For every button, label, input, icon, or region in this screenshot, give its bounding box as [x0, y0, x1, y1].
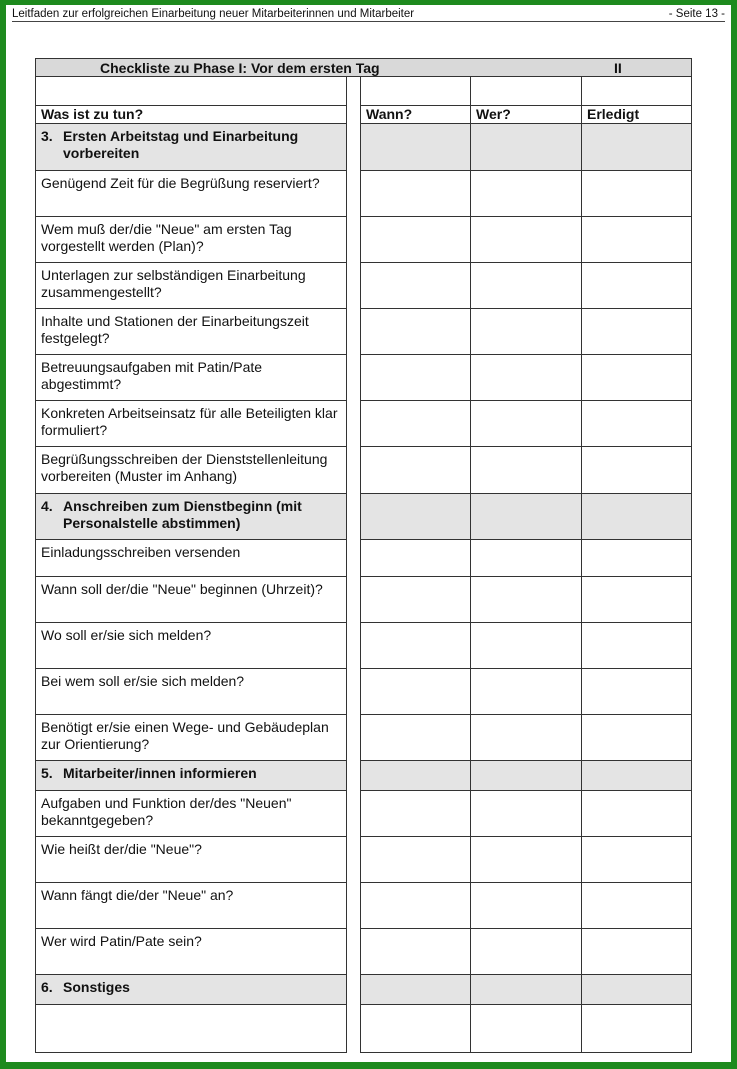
document-title: Leitfaden zur erfolgreichen Einarbeitung neuer Mitarbeiterinnen und Mitarbeiter	[12, 8, 415, 20]
who-cell	[471, 883, 582, 929]
done-cell	[582, 577, 692, 623]
column-header-task: Was ist zu tun?	[35, 106, 347, 124]
running-header	[12, 7, 725, 22]
task-cell	[35, 1005, 347, 1053]
checklist-item-row	[35, 577, 692, 623]
task-cell: Bei wem soll er/sie sich melden?	[35, 669, 347, 715]
who-cell	[471, 715, 582, 761]
done-cell	[582, 263, 692, 309]
task-cell: Unterlagen zur selbständigen Einarbeitung zusammengestellt?	[35, 263, 347, 309]
done-cell	[582, 791, 692, 837]
task-cell: Wo soll er/sie sich melden?	[35, 623, 347, 669]
when-cell	[360, 217, 471, 263]
checklist-title: Checkliste zu Phase I: Vor dem ersten Tag	[100, 60, 380, 76]
task-cell: Begrüßungsschreiben der Dienststellenleitung vorbereiten (Muster im Anhang)	[35, 447, 347, 494]
who-cell	[471, 577, 582, 623]
when-cell	[360, 669, 471, 715]
task-cell: Wann soll der/die "Neue" beginnen (Uhrzeit)?	[35, 577, 347, 623]
blank-cell	[35, 77, 347, 106]
done-cell	[582, 355, 692, 401]
done-cell	[582, 124, 692, 171]
done-cell	[582, 623, 692, 669]
when-cell	[360, 494, 471, 540]
who-cell	[471, 975, 582, 1005]
checklist-item-row	[35, 1005, 692, 1053]
section-number: 5.	[41, 765, 53, 781]
when-cell	[360, 577, 471, 623]
section-number: 6.	[41, 979, 53, 995]
section-number: 4.	[41, 498, 53, 514]
document-page	[6, 5, 731, 1062]
checklist-item-row	[35, 171, 692, 217]
when-cell	[360, 1005, 471, 1053]
when-cell	[360, 447, 471, 494]
done-cell	[582, 447, 692, 494]
section-heading	[35, 761, 347, 791]
done-cell	[582, 761, 692, 791]
task-cell: Wem muß der/die "Neue" am ersten Tag vorgestellt werden (Plan)?	[35, 217, 347, 263]
who-cell	[471, 791, 582, 837]
checklist-item-row	[35, 623, 692, 669]
section-row	[35, 975, 692, 1005]
when-cell	[360, 837, 471, 883]
checklist-item-row	[35, 401, 692, 447]
who-cell	[471, 309, 582, 355]
done-cell	[582, 837, 692, 883]
who-cell	[471, 540, 582, 577]
checklist-item-row	[35, 669, 692, 715]
section-heading	[35, 124, 347, 171]
task-cell: Inhalte und Stationen der Einarbeitungszeit festgelegt?	[35, 309, 347, 355]
who-cell	[471, 355, 582, 401]
done-cell	[582, 715, 692, 761]
column-header-done: Erledigt	[582, 106, 692, 124]
who-cell	[471, 217, 582, 263]
task-cell: Konkreten Arbeitseinsatz für alle Beteiligten klar formuliert?	[35, 401, 347, 447]
who-cell	[471, 837, 582, 883]
checklist-item-row	[35, 355, 692, 401]
blank-row	[35, 77, 692, 106]
done-cell	[582, 309, 692, 355]
when-cell	[360, 715, 471, 761]
done-cell	[582, 929, 692, 975]
checklist-item-row	[35, 791, 692, 837]
section-heading	[35, 975, 347, 1005]
when-cell	[360, 540, 471, 577]
section-title: Mitarbeiter/innen informieren	[63, 765, 257, 781]
when-cell	[360, 761, 471, 791]
who-cell	[471, 171, 582, 217]
task-cell: Wie heißt der/die "Neue"?	[35, 837, 347, 883]
done-cell	[582, 494, 692, 540]
who-cell	[471, 669, 582, 715]
task-cell: Benötigt er/sie einen Wege- und Gebäudeplan zur Orientierung?	[35, 715, 347, 761]
when-cell	[360, 623, 471, 669]
section-row	[35, 494, 692, 540]
column-header-when: Wann?	[360, 106, 471, 124]
column-header-who: Wer?	[471, 106, 582, 124]
when-cell	[360, 263, 471, 309]
checklist-item-row	[35, 447, 692, 494]
section-heading	[35, 494, 347, 540]
phase-marker: II	[614, 60, 622, 76]
task-cell: Betreuungsaufgaben mit Patin/Pate abgestimmt?	[35, 355, 347, 401]
task-cell: Genügend Zeit für die Begrüßung reserviert?	[35, 171, 347, 217]
done-cell	[582, 883, 692, 929]
checklist-item-row	[35, 217, 692, 263]
blank-cell	[360, 77, 471, 106]
section-title: Sonstiges	[63, 979, 130, 995]
done-cell	[582, 171, 692, 217]
when-cell	[360, 171, 471, 217]
column-header-row	[35, 106, 692, 124]
when-cell	[360, 929, 471, 975]
section-title: Anschreiben zum Dienstbeginn (mit Personalstelle abstimmen)	[63, 498, 302, 531]
checklist-title-bar	[35, 58, 692, 77]
who-cell	[471, 401, 582, 447]
who-cell	[471, 761, 582, 791]
who-cell	[471, 1005, 582, 1053]
when-cell	[360, 309, 471, 355]
task-cell: Wer wird Patin/Pate sein?	[35, 929, 347, 975]
checklist-item-row	[35, 929, 692, 975]
section-title: Ersten Arbeitstag und Einarbeitung vorbereiten	[63, 128, 299, 161]
section-row	[35, 761, 692, 791]
who-cell	[471, 623, 582, 669]
task-cell: Einladungsschreiben versenden	[35, 540, 347, 577]
who-cell	[471, 494, 582, 540]
checklist-table	[35, 58, 692, 1053]
when-cell	[360, 401, 471, 447]
who-cell	[471, 447, 582, 494]
checklist-item-row	[35, 540, 692, 577]
checklist-item-row	[35, 263, 692, 309]
section-row	[35, 124, 692, 171]
checklist-item-row	[35, 883, 692, 929]
checklist-item-row	[35, 309, 692, 355]
blank-cell	[471, 77, 582, 106]
done-cell	[582, 669, 692, 715]
when-cell	[360, 355, 471, 401]
done-cell	[582, 217, 692, 263]
when-cell	[360, 883, 471, 929]
done-cell	[582, 540, 692, 577]
when-cell	[360, 124, 471, 171]
who-cell	[471, 929, 582, 975]
blank-cell	[582, 77, 692, 106]
task-cell: Aufgaben und Funktion der/des "Neuen" bekanntgegeben?	[35, 791, 347, 837]
checklist-item-row	[35, 715, 692, 761]
checklist-item-row	[35, 837, 692, 883]
when-cell	[360, 791, 471, 837]
who-cell	[471, 124, 582, 171]
page-number: - Seite 13 -	[668, 8, 725, 20]
when-cell	[360, 975, 471, 1005]
section-number: 3.	[41, 128, 53, 144]
done-cell	[582, 1005, 692, 1053]
checklist-grid	[35, 77, 692, 1053]
who-cell	[471, 263, 582, 309]
task-cell: Wann fängt die/der "Neue" an?	[35, 883, 347, 929]
done-cell	[582, 401, 692, 447]
done-cell	[582, 975, 692, 1005]
